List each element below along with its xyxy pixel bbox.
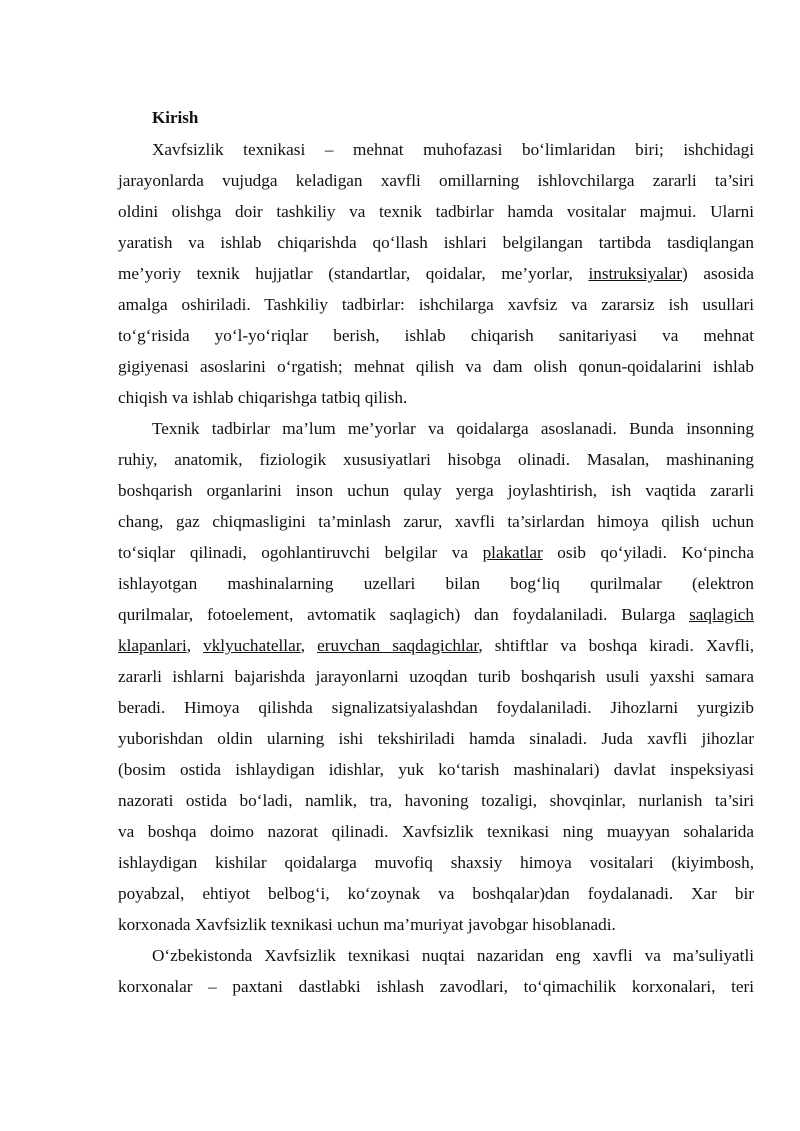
text-line: gigiyenasi asoslarini o‘rgatish; mehnat qilish va dam olish qonun-qoidalarini ishlab xyxy=(118,357,754,376)
text-line: va boshqa doimo nazorat qilinadi. Xavfsizlik texnikasi ning muayyan sohalarida xyxy=(118,822,754,841)
text-line: chiqish va ishlab chiqarishga tatbiq qilish. xyxy=(118,388,408,407)
text-line: beradi. Himoya qilishda signalizatsiyalashdan foydalaniladi. Jihozlarni yurgizib xyxy=(118,698,754,717)
text-line: amalga oshiriladi. Tashkiliy tadbirlar: ishchilarga xavfsiz va zararsiz ish usullari xyxy=(118,295,754,314)
text-line: to‘g‘risida yo‘l-yo‘riqlar berish, ishlab chiqarish sanitariyasi va mehnat xyxy=(118,326,754,345)
text-line: ishlayotgan mashinalarning uzellari bilan bog‘liq qurilmalar (elektron xyxy=(118,574,754,593)
underlined-term: saqlagich xyxy=(689,605,754,624)
text-line: boshqarish organlarini inson uchun qulay yerga joylashtirish, ish vaqtida zararli xyxy=(118,481,754,500)
underlined-term: vklyuchatellar xyxy=(203,636,301,655)
text-line: Xavfsizlik texnikasi – mehnat muhofazasi bo‘limlaridan biri; ishchidagi xyxy=(152,140,754,159)
text-line: to‘siqlar qilinadi, ogohlantiruvchi belgilar va plakatlar osib qo‘yiladi. Ko‘pincha xyxy=(118,543,755,562)
underlined-term: instruksiyalar xyxy=(588,264,683,283)
text-line: O‘zbekistonda Xavfsizlik texnikasi nuqtai nazaridan eng xavfli va ma’suliyatli xyxy=(152,946,754,965)
text-line: chang, gaz chiqmasligini ta’minlash zarur, xavfli ta’sirlardan himoya qilish uchun xyxy=(118,512,754,531)
text-line: oldini olishga doir tashkiliy va texnik tadbirlar hamda vositalar majmui. Ularni xyxy=(118,202,754,221)
underlined-term: klapanlari xyxy=(118,636,187,655)
text-line: yaratish va ishlab chiqarishda qo‘llash ishlari belgilangan tartibda tasdiqlangan xyxy=(118,233,754,252)
text-line: ruhiy, anatomik, fiziologik xususiyatlari hisobga olinadi. Masalan, mashinaning xyxy=(118,450,754,469)
text-line: Texnik tadbirlar ma’lum me’yorlar va qoidalarga asoslanadi. Bunda insonning xyxy=(152,419,754,438)
text-line: ishlaydigan kishilar qoidalarga muvofiq shaxsiy himoya vositalari (kiyimbosh, xyxy=(118,853,754,872)
underlined-term: plakatlar xyxy=(482,543,543,562)
section-heading: Kirish xyxy=(152,108,199,127)
underlined-term: eruvchan saqdagichlar xyxy=(317,636,479,655)
text-line: (bosim ostida ishlaydigan idishlar, yuk ko‘tarish mashinalari) davlat inspeksiyasi xyxy=(118,760,754,779)
text-line: me’yoriy texnik hujjatlar (standartlar, qoidalar, me’yorlar, instruksiyalar) asosida xyxy=(118,264,755,283)
text-line: korxonalar – paxtani dastlabki ishlash zavodlari, to‘qimachilik korxonalari, teri xyxy=(118,977,754,996)
text-line: klapanlari, vklyuchatellar, eruvchan saqdagichlar, shtiftlar va boshqa kiradi. Xavfli, xyxy=(118,636,755,655)
text-line: nazorati ostida bo‘ladi, namlik, tra, havoning tozaligi, shovqinlar, nurlanish ta’siri xyxy=(118,791,754,810)
text-line: yuborishdan oldin ularning ishi tekshiriladi hamda sinaladi. Juda xavfli jihozlar xyxy=(118,729,754,748)
text-line: korxonada Xavfsizlik texnikasi uchun ma’muriyat javobgar hisoblanadi. xyxy=(118,915,616,934)
text-line: jarayonlarda vujudga keladigan xavfli omillarning ishlovchilarga zararli ta’siri xyxy=(118,171,754,190)
text-line: qurilmalar, fotoelement, avtomatik saqlagich) dan foydalaniladi. Bularga saqlagich xyxy=(118,605,754,624)
text-line: zararli ishlarni bajarishda jarayonlarni uzoqdan turib boshqarish usuli yaxshi samara xyxy=(118,667,754,686)
text-line: poyabzal, ehtiyot belbog‘i, ko‘zoynak va boshqalar)dan foydalanadi. Xar bir xyxy=(118,884,754,903)
